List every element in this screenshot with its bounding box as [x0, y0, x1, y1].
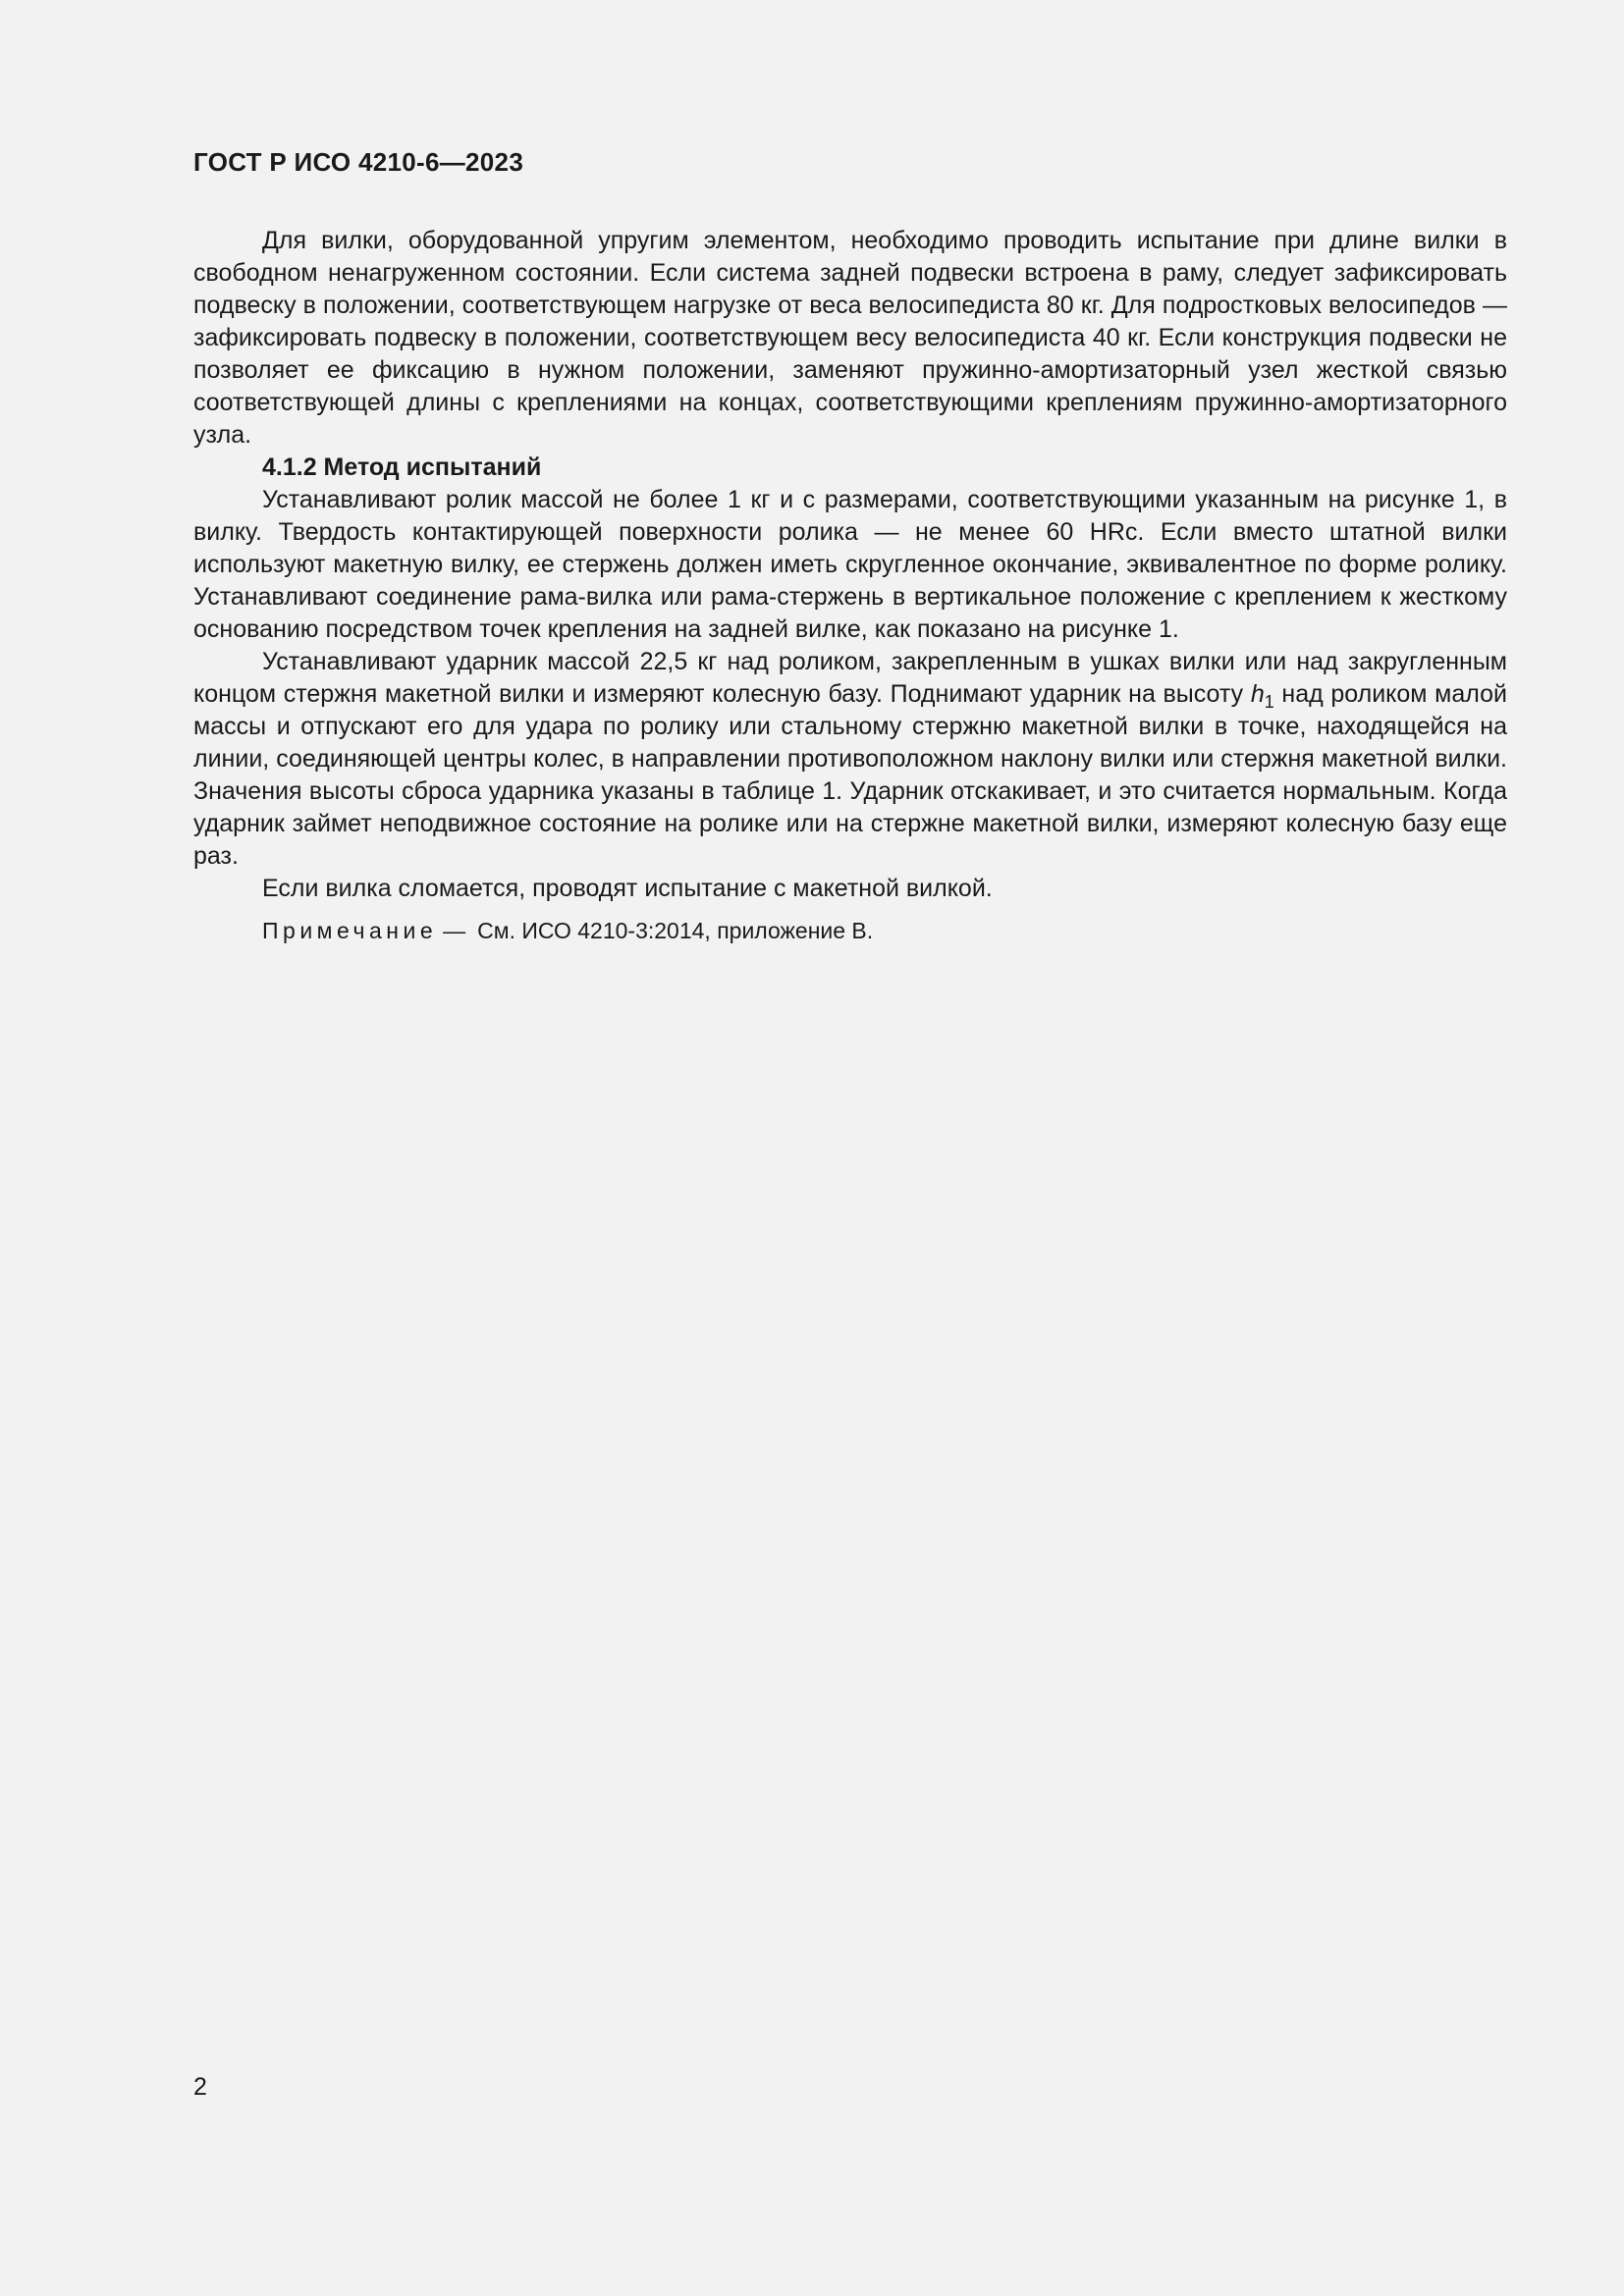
paragraph-suspension: Для вилки, оборудованной упругим элементом, необходимо проводить испытание при длине вилки в свободном ненагруженном состоянии. Если система задней подвески встроена в раму, следует зафиксировать подвеску в положении, соответствующем нагрузке от веса велосипедиста 80 кг. Для подростковых велосипедов — зафиксировать подвеску в положении, соответствующем весу велосипедиста 40 кг. Если конструкция подвески не позволяет ее фиксацию в нужном положении, заменяют пружинно-амортизаторный узел жесткой связью соответствующей длины с креплениями на концах, соответствующими креплениям пружинно-амортизаторного узла.	[193, 227, 1507, 449]
note-text: См. ИСО 4210-3:2014, приложение В.	[477, 918, 874, 943]
document-body	[193, 225, 1507, 947]
height-symbol-subscript: 1	[1264, 692, 1274, 712]
paragraph-broken-fork: Если вилка сломается, проводят испытание с макетной вилкой.	[262, 875, 993, 902]
note	[193, 915, 1507, 947]
note-label: Примечание	[262, 918, 438, 943]
section-heading: 4.1.2 Метод испытаний	[262, 454, 542, 481]
note-dash: —	[443, 918, 466, 943]
height-symbol	[1250, 680, 1274, 712]
height-symbol-letter: h	[1250, 680, 1265, 708]
paragraph-roller-setup: Устанавливают ролик массой не более 1 кг и с размерами, соответствующими указанным на рисунке 1, в вилку. Твердость контактирующей поверхности ролика — не менее 60 HRc. Если вместо штатной вилки используют макетную вилку, ее стержень должен иметь скругленное окончание, эквивалентное по форме ролику. Устанавливают соединение рама-вилка или рама-стержень в вертикальное положение с креплением к жесткому основанию посредством точек крепления на задней вилке, как показано на рисунке 1.	[193, 486, 1507, 643]
paragraph-impact-procedure	[193, 646, 1507, 873]
document-header: ГОСТ Р ИСО 4210-6—2023	[193, 147, 524, 177]
impact-text-after: над роликом малой массы и отпускают его для удара по ролику или стальному стержню макетной вилки в точке, находящейся на линии, соединяющей центры колес, в направлении противоположном наклону вилки или стержня макетной вилки. Значения высоты сброса ударника указаны в таблице 1. Ударник отскакивает, и это считается нормальным. Когда ударник займет неподвижное состояние на ролике или на стержне макетной вилки, измеряют колесную базу еще раз.	[193, 680, 1507, 870]
page-number: 2	[193, 2073, 207, 2101]
impact-text-before: Устанавливают ударник массой 22,5 кг над роликом, закрепленным в ушках вилки или над закругленным концом стержня макетной вилки и измеряют колесную базу. Поднимают ударник на высоту	[193, 648, 1507, 708]
